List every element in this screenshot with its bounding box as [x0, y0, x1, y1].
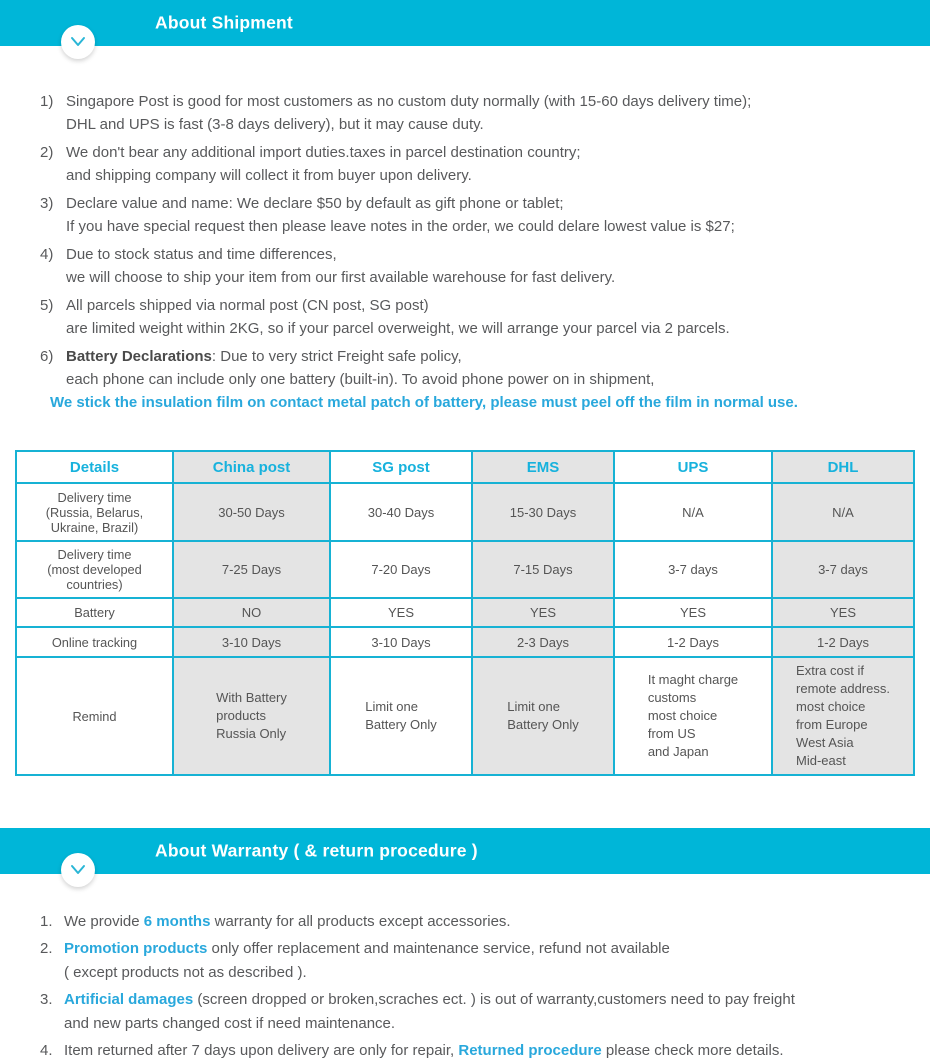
note-text — [64, 988, 930, 1036]
note-line — [64, 1012, 930, 1036]
label-line: countries) — [66, 577, 123, 592]
table-cell: 3-7 days — [614, 541, 772, 598]
text-segment: only offer replacement and maintenance service, refund not available — [207, 940, 670, 957]
note-line — [50, 391, 930, 414]
note-text — [64, 1039, 930, 1063]
text-segment: please check more details. — [601, 1042, 784, 1059]
table-cell — [772, 657, 914, 775]
note-item — [40, 90, 930, 136]
note-text — [64, 937, 930, 985]
cell-text — [648, 671, 738, 761]
cell-text — [216, 689, 287, 743]
warranty-section-title: About Warranty ( & return procedure ) — [155, 840, 478, 861]
warranty-collapse-toggle[interactable] — [61, 853, 95, 887]
highlight-text: Promotion products — [64, 940, 208, 957]
note-number: 3. — [40, 991, 53, 1008]
note-line — [66, 243, 930, 266]
text-segment: Due to stock status and time differences, — [66, 246, 337, 263]
note-line — [66, 345, 930, 368]
row-label-text — [21, 709, 168, 724]
row-label — [16, 483, 173, 541]
cell-line: Battery Only — [365, 717, 437, 732]
label-line: Online tracking — [51, 634, 138, 650]
text-segment: we will choose to ship your item from our first available warehouse for fast delivery. — [66, 269, 616, 286]
text-segment: If you have special request then please leave notes in the order, we could delare lowest value is $27; — [66, 218, 735, 235]
label-line: Ukraine, Brazil) — [50, 519, 139, 535]
text-segment: each phone can include only one battery (built-in). To avoid phone power on in shipment, — [66, 371, 655, 388]
row-label-text — [21, 490, 168, 535]
note-item — [40, 937, 930, 985]
table-cell: 3-10 Days — [173, 627, 330, 657]
note-item — [40, 192, 930, 238]
table-header-cell: UPS — [614, 451, 772, 483]
table-cell: NO — [173, 598, 330, 627]
note-line — [66, 141, 930, 164]
table-row — [16, 627, 914, 657]
note-number: 2. — [40, 940, 53, 957]
highlight-text: We stick the insulation film on contact metal patch of battery, please must peel off the film in normal use. — [50, 394, 798, 411]
note-line — [66, 192, 930, 215]
about-warranty-header-bar — [0, 828, 930, 874]
cell-line: West Asia — [796, 735, 854, 750]
table-cell: N/A — [614, 483, 772, 541]
cell-text — [365, 698, 437, 734]
cell-line: and Japan — [647, 744, 709, 759]
note-line — [66, 215, 930, 238]
table-cell: YES — [614, 598, 772, 627]
label-line: Delivery time — [57, 489, 132, 505]
row-label-text — [21, 547, 168, 592]
cell-text — [796, 662, 890, 770]
text-segment: We provide — [64, 913, 144, 930]
note-item — [40, 1039, 930, 1063]
label-line: Battery — [74, 605, 115, 620]
table-cell: 1-2 Days — [614, 627, 772, 657]
note-text — [66, 90, 930, 136]
table-cell: 7-20 Days — [330, 541, 472, 598]
table-cell: N/A — [772, 483, 914, 541]
note-number: 5) — [40, 297, 54, 314]
shipment-collapse-toggle[interactable] — [61, 25, 95, 59]
note-line — [64, 910, 930, 934]
text-segment: are limited weight within 2KG, so if your parcel overweight, we will arrange your parcel via 2 parcels. — [66, 320, 730, 337]
table-cell: 30-50 Days — [173, 483, 330, 541]
note-line — [66, 164, 930, 187]
row-label-text — [21, 635, 168, 650]
table-row — [16, 657, 914, 775]
note-line — [66, 113, 930, 136]
row-label — [16, 541, 173, 598]
shipping-comparison-table — [15, 450, 915, 776]
warranty-notes-list — [40, 910, 930, 1063]
note-line — [64, 1039, 930, 1063]
table-header-cell: EMS — [472, 451, 614, 483]
note-text — [66, 141, 930, 187]
text-segment: All parcels shipped via normal post (CN post, SG post) — [66, 297, 429, 314]
table-cell: 30-40 Days — [330, 483, 472, 541]
cell-line: Battery Only — [507, 717, 579, 732]
table-header-row — [16, 451, 914, 483]
text-segment: ( except products not as described ). — [64, 964, 307, 981]
cell-line: Limit one — [507, 699, 560, 714]
table-cell: YES — [330, 598, 472, 627]
cell-line: products — [216, 708, 266, 723]
note-number: 1. — [40, 913, 53, 930]
table-head — [16, 451, 914, 483]
highlight-text: Returned procedure — [458, 1042, 602, 1059]
cell-line: It maght charge — [647, 672, 739, 687]
table-cell: 7-25 Days — [173, 541, 330, 598]
table-cell: 3-10 Days — [330, 627, 472, 657]
note-text — [66, 294, 930, 340]
table-cell: 1-2 Days — [772, 627, 914, 657]
text-segment: We don't bear any additional import duties.taxes in parcel destination country; — [66, 144, 581, 161]
chevron-down-icon — [67, 859, 89, 881]
cell-line: Mid-east — [796, 753, 846, 768]
table-cell: YES — [472, 598, 614, 627]
label-line: (most developed — [47, 562, 142, 577]
highlight-text: Artificial damages — [64, 991, 194, 1008]
cell-line: most choice — [796, 699, 866, 714]
shipment-notes-list — [40, 90, 930, 414]
note-item — [40, 345, 930, 414]
note-line — [64, 988, 930, 1012]
table-row — [16, 541, 914, 598]
cell-line: Limit one — [365, 699, 418, 714]
text-segment: and new parts changed cost if need maintenance. — [64, 1015, 396, 1032]
note-number: 4. — [40, 1042, 53, 1059]
note-number: 3) — [40, 195, 54, 212]
note-number: 4) — [40, 246, 54, 263]
note-number: 6) — [40, 348, 54, 365]
note-item — [40, 910, 930, 934]
text-segment: DHL and UPS is fast (3-8 days delivery), but it may cause duty. — [66, 116, 484, 133]
text-segment: (screen dropped or broken,scraches ect. ) is out of warranty,customers need to pay freight — [193, 991, 795, 1008]
text-segment: : Due to very strict Freight safe policy, — [211, 348, 462, 365]
row-label — [16, 598, 173, 627]
note-text — [64, 910, 930, 934]
table-header-cell: DHL — [772, 451, 914, 483]
note-number: 1) — [40, 93, 54, 110]
cell-line: from US — [647, 726, 696, 741]
note-number: 2) — [40, 144, 54, 161]
table-cell — [614, 657, 772, 775]
note-item — [40, 988, 930, 1036]
cell-line: remote address. — [796, 681, 890, 696]
text-segment: warranty for all products except accessories. — [210, 913, 511, 930]
note-text — [50, 345, 930, 414]
label-line: Delivery time — [57, 547, 132, 562]
note-line — [66, 317, 930, 340]
cell-line: most choice — [647, 708, 718, 723]
table-cell: YES — [772, 598, 914, 627]
table-header-cell: Details — [16, 451, 173, 483]
row-label — [16, 657, 173, 775]
cell-line: customs — [647, 690, 697, 705]
note-item — [40, 243, 930, 289]
label-line: (Russia, Belarus, — [45, 504, 144, 520]
cell-line: Extra cost if — [796, 663, 864, 678]
cell-text — [507, 698, 579, 734]
cell-line: from Europe — [796, 717, 868, 732]
row-label-text — [21, 605, 168, 620]
table-cell — [330, 657, 472, 775]
note-item — [40, 141, 930, 187]
row-label — [16, 627, 173, 657]
table-cell — [173, 657, 330, 775]
note-text — [66, 192, 930, 238]
note-item — [40, 294, 930, 340]
table-row — [16, 483, 914, 541]
table-header-cell: China post — [173, 451, 330, 483]
text-segment: and shipping company will collect it from buyer upon delivery. — [66, 167, 472, 184]
note-line — [64, 937, 930, 961]
note-line — [64, 961, 930, 985]
text-segment: Singapore Post is good for most customers as no custom duty normally (with 15-60 days delivery time); — [66, 93, 752, 110]
text-segment: Item returned after 7 days upon delivery are only for repair, — [64, 1042, 459, 1059]
table-cell: 3-7 days — [772, 541, 914, 598]
cell-line: With Battery — [216, 690, 287, 705]
highlight-text: 6 months — [143, 913, 211, 930]
text-segment: Battery Declarations — [66, 348, 212, 365]
note-line — [66, 90, 930, 113]
text-segment: Declare value and name: We declare $50 by default as gift phone or tablet; — [66, 195, 564, 212]
note-line — [66, 368, 930, 391]
label-line: Remind — [72, 708, 117, 724]
cell-line: Russia Only — [216, 726, 287, 741]
note-text — [66, 243, 930, 289]
table-cell: 7-15 Days — [472, 541, 614, 598]
about-shipment-header-bar — [0, 0, 930, 46]
note-line — [66, 294, 930, 317]
shipment-section-title: About Shipment — [155, 12, 293, 33]
table-row — [16, 598, 914, 627]
note-line — [66, 266, 930, 289]
table-header-cell: SG post — [330, 451, 472, 483]
table-cell — [472, 657, 614, 775]
table-cell: 2-3 Days — [472, 627, 614, 657]
chevron-down-icon — [67, 31, 89, 53]
table-cell: 15-30 Days — [472, 483, 614, 541]
